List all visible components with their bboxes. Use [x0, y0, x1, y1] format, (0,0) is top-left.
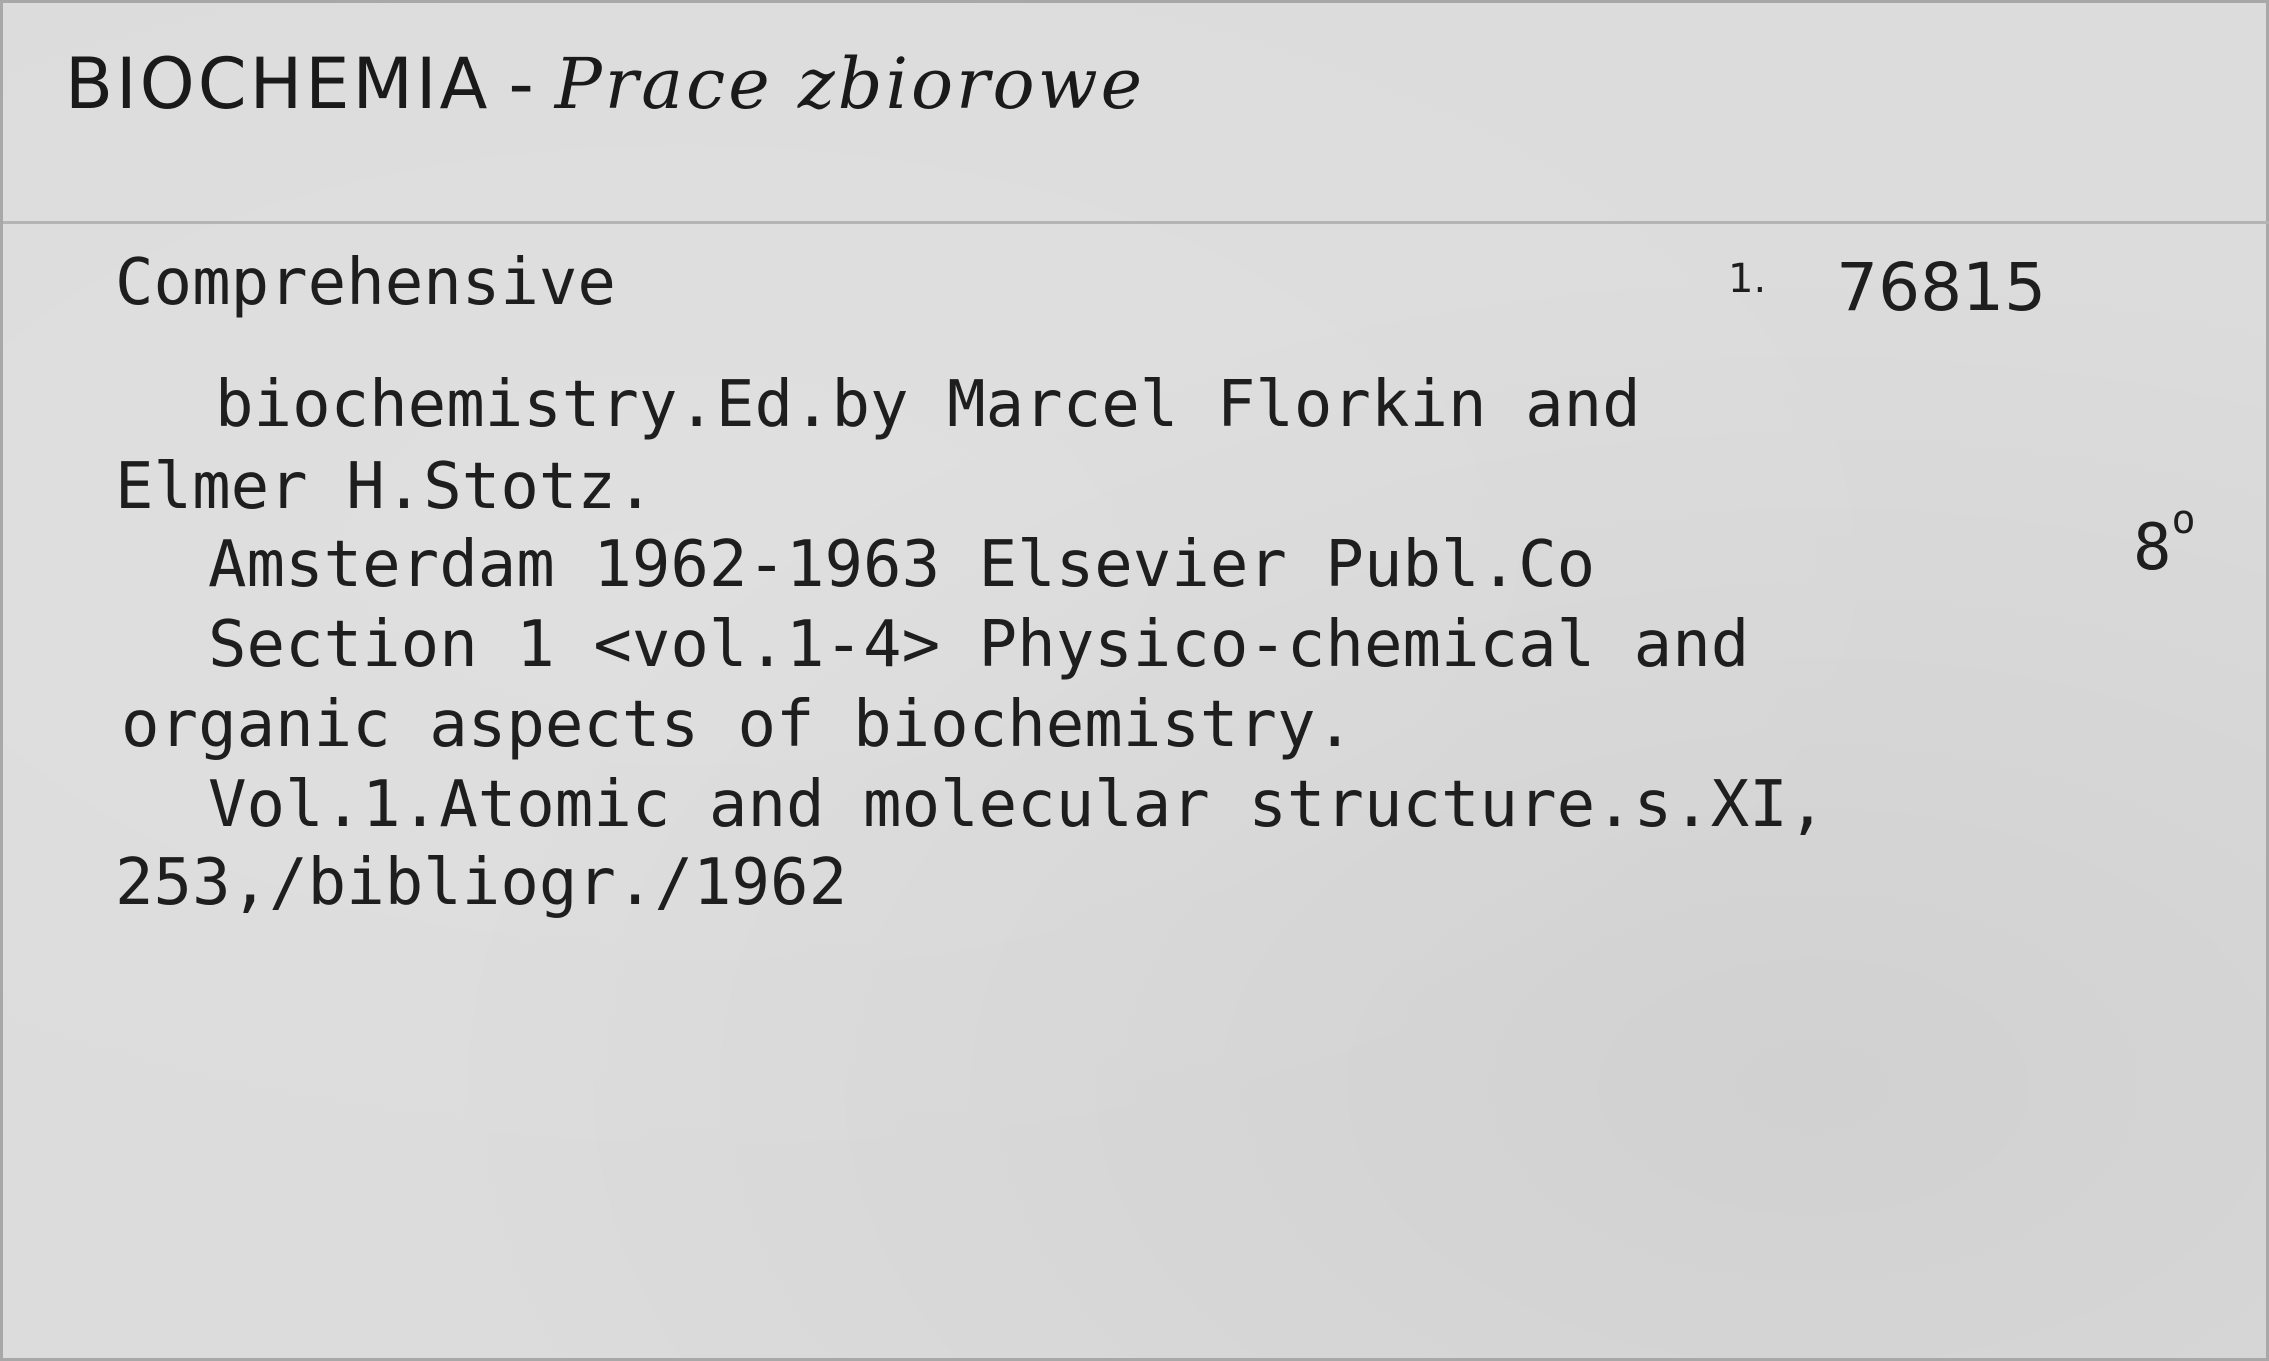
- call-number: [1728, 249, 2046, 326]
- pagination-line: 253,/bibliogr./1962: [115, 846, 848, 920]
- title-line: Comprehensive: [115, 246, 616, 320]
- imprint-line: Amsterdam 1962-1963 Elsevier Publ.Co: [208, 528, 1596, 602]
- heading-separator: -: [508, 43, 537, 125]
- subject-term: BIOCHEMIA: [65, 43, 491, 125]
- series-continuation-line: organic aspects of biochemistry.: [121, 688, 1354, 762]
- volume-line: Vol.1.Atomic and molecular structure.s.XI,: [208, 768, 1827, 842]
- format-degree: o: [2171, 497, 2196, 543]
- copy-number: 1.: [1728, 256, 1767, 302]
- series-line: Section 1 <vol.1-4> Physico-chemical and: [208, 608, 1750, 682]
- book-format: [2133, 497, 2196, 585]
- heading-rule: [3, 221, 2269, 224]
- format-size: 8: [2133, 511, 2172, 585]
- editors-line: Elmer H.Stotz.: [115, 450, 655, 524]
- accession-number: 76815: [1836, 249, 2047, 326]
- title-editors-line: biochemistry.Ed.by Marcel Florkin and: [215, 368, 1641, 442]
- subject-subheading: Prace zbiorowe: [554, 43, 1146, 125]
- subject-heading: [65, 43, 1145, 125]
